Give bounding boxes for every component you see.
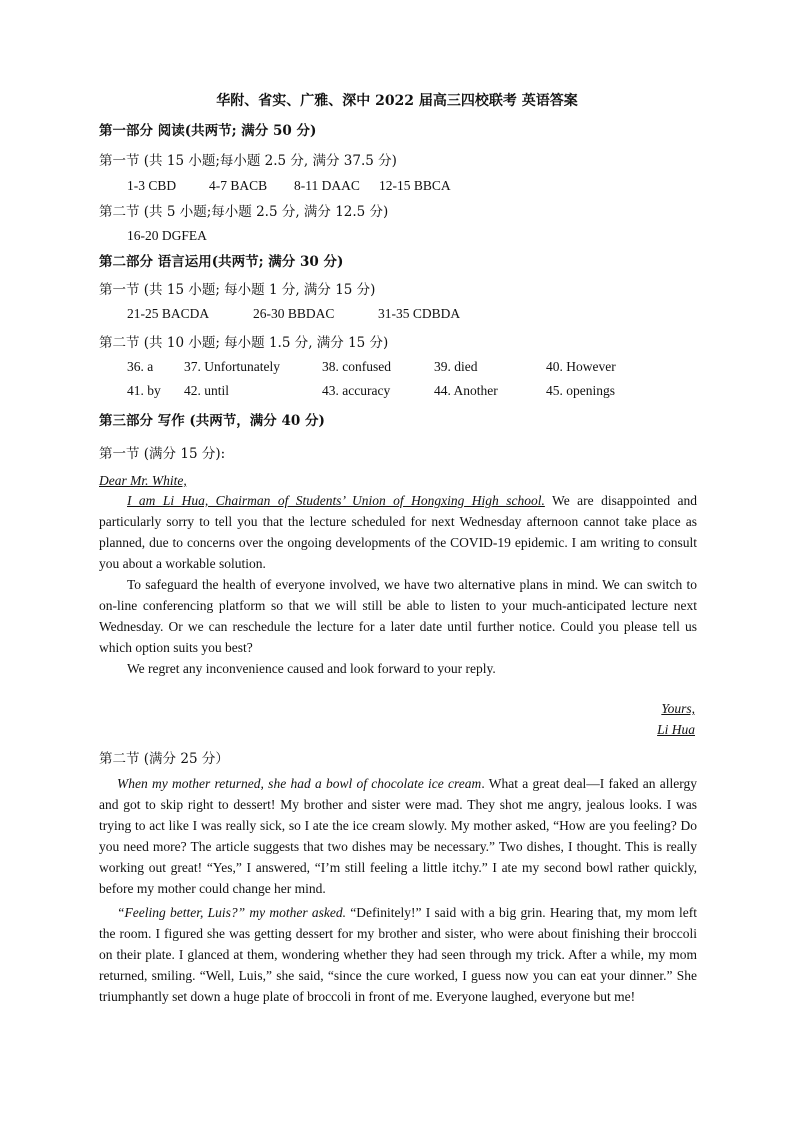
- letter-salutation: Dear Mr. White,: [99, 473, 187, 488]
- story-paragraph-1-text: . What a great deal—I faked an allergy and got to skip right to dessert! My brother and sister were mad. They shot me angry, jealous looks. I was trying to act like I was really sick, so I ate the ice cream slowly. My mother asked, “How are you feeling? Do you need more? The article suggests that two dishes may be necessary.” Two dishes, I thought. This is really working out great! “Yes,” I answered, “I’m still feeling a little itchy.” I ate my second bowl rather quickly, before my mother could change her mind.: [99, 776, 698, 896]
- answer-item: 45. openings: [546, 383, 615, 398]
- story-paragraph-1: [99, 773, 697, 899]
- answer-item: 4-7 BACB: [209, 178, 268, 193]
- answer-item: 38. confused: [322, 359, 391, 374]
- answer-item: 41. by: [127, 383, 161, 398]
- answer-item: 1-3 CBD: [127, 178, 177, 193]
- letter-paragraph-3: [99, 658, 697, 679]
- part2-heading: 第二部分 语言运用(共两节; 满分 30 分): [99, 254, 344, 270]
- answer-item: 21-25 BACDA: [127, 306, 210, 321]
- part3-sec1-heading: 第一节 (满分 15 分):: [99, 446, 226, 462]
- story-intro-sentence-1: When my mother returned, she had a bowl of chocolate ice cream: [117, 776, 482, 791]
- answer-item: 12-15 BBCA: [379, 178, 451, 193]
- part1-sec2-heading: 第二节 (共 5 小题;每小题 2.5 分, 满分 12.5 分): [99, 204, 389, 220]
- part3-sec2-heading: 第二节 (满分 25 分）: [99, 751, 229, 767]
- answer-item: 36. a: [127, 359, 154, 374]
- answer-item: 42. until: [184, 383, 230, 398]
- part3-heading: 第三部分 写作 (共两节，满分 40 分): [99, 413, 325, 429]
- part2-sec1-heading: 第一节 (共 15 小题; 每小题 1 分, 满分 15 分): [99, 282, 376, 298]
- answer-item: 26-30 BBDAC: [253, 306, 335, 321]
- story-paragraph-2: [99, 902, 697, 1007]
- answer-item: 40. However: [546, 359, 616, 374]
- story-intro-sentence-2: “Feeling better, Luis?” my mother asked.: [117, 905, 347, 920]
- letter-paragraph-2-text: To safeguard the health of everyone involved, we have two alternative plans in mind. We can switch to on-line conferencing platform so that we will still be able to listen to your much-anticipated lecture next Wednesday. Or we can reschedule the lecture for a later date until further notice. Could you please tell us which option suits you best?: [99, 577, 697, 655]
- part1-sec1-heading: 第一节 (共 15 小题;每小题 2.5 分, 满分 37.5 分): [99, 153, 397, 169]
- part1-heading: 第一部分 阅读(共两节; 满分 50 分): [99, 123, 317, 139]
- letter-paragraph-1: [99, 490, 697, 574]
- answer-item: 44. Another: [434, 383, 498, 398]
- part2-sec2-heading: 第二节 (共 10 小题; 每小题 1.5 分, 满分 15 分): [99, 335, 389, 351]
- letter-intro-sentence: I am Li Hua, Chairman of Students’ Union of Hongxing High school.: [127, 493, 545, 508]
- answer-item: 43. accuracy: [322, 383, 391, 398]
- answer-item: 8-11 DAAC: [294, 178, 360, 193]
- letter-paragraph-2: [99, 574, 697, 658]
- answer-item: 31-35 CDBDA: [378, 306, 461, 321]
- answer-item: 37. Unfortunately: [184, 359, 280, 374]
- letter-signature: Li Hua: [657, 722, 695, 737]
- page-title: 华附、省实、广雅、深中 2022 届高三四校联考 英语答案: [216, 93, 578, 109]
- letter-paragraph-1-text: We are disappointed and particularly sorry to tell you that the lecture scheduled for next Wednesday afternoon cannot take place as planned, due to concerns over the ongoing developments of the COVID-19 epidemic. I am writing to consult you about a workable solution.: [99, 493, 697, 571]
- story-paragraph-2-text: “Definitely!” I said with a big grin. Hearing that, my mom left the room. I figured she was getting dessert for my brother and sister, who were about finishing their broccoli on their plate. I glanced at them, wondering whether they had seen through my trick. After a while, my mom returned, smiling. “Well, Luis,” she said, “since the cure worked, I guess now you can eat your dinner.” She triumphantly set down a huge plate of broccoli in front of me. Everyone laughed, everyone but me!: [99, 905, 697, 1004]
- letter-paragraph-3-text: We regret any inconvenience caused and look forward to your reply.: [127, 661, 496, 676]
- answer-item: 16-20 DGFEA: [127, 228, 207, 243]
- answer-item: 39. died: [434, 359, 478, 374]
- letter-closing: Yours,: [661, 701, 695, 716]
